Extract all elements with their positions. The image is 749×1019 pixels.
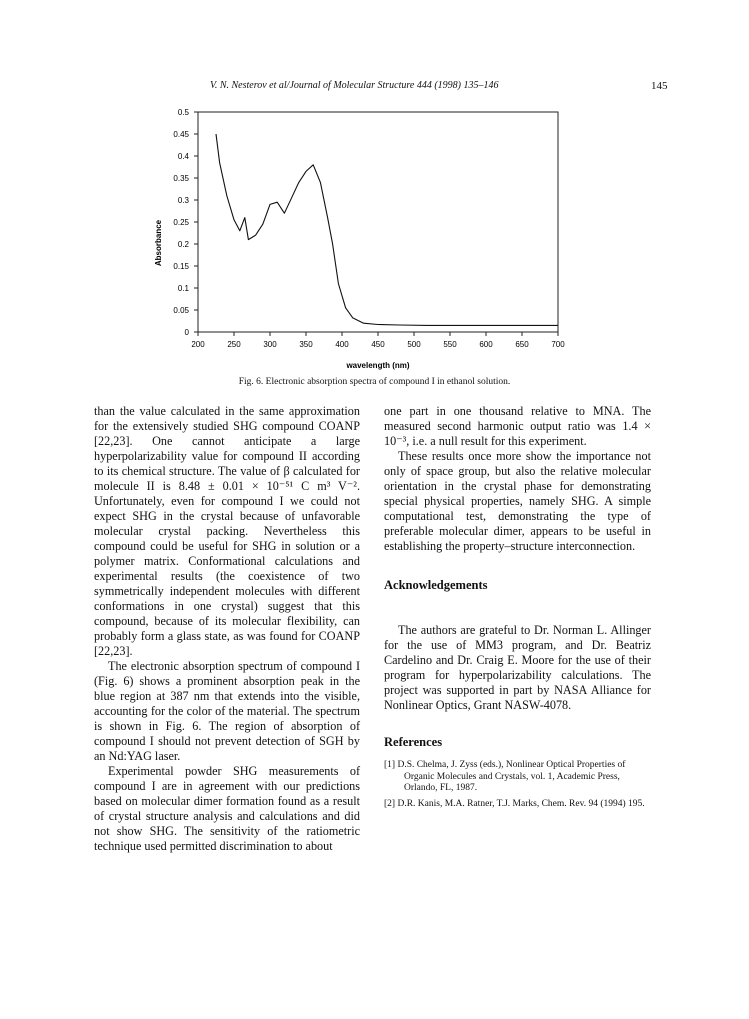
plot-frame [198, 112, 558, 332]
x-tick-label: 700 [551, 340, 565, 349]
y-tick-label: 0.3 [177, 196, 189, 205]
left-column [94, 404, 360, 854]
y-tick-label: 0.2 [177, 240, 189, 249]
x-axis-ticks [191, 332, 565, 349]
acknowledgements-heading: Acknowledgements [384, 578, 488, 592]
x-tick-label: 500 [407, 340, 421, 349]
x-tick-label: 400 [335, 340, 349, 349]
running-head: V. N. Nesterov et al/Journal of Molecular Structure 444 (1998) 135–146 [210, 80, 499, 91]
acknowledgements-text: The authors are grateful to Dr. Norman L. Allinger for the use of MM3 program, and Dr. Beatriz Cardelino and Dr. Craig E. Moore for the use of their program for hyperpolarizability calculations. The project was supported in part by NASA Alliance for Nonlinear Optics, Grant NASW-4078. [384, 623, 651, 712]
y-tick-label: 0.45 [173, 130, 189, 139]
x-tick-label: 350 [299, 340, 313, 349]
body-paragraph: one part in one thousand relative to MNA. The measured second harmonic output ratio was 1.4 × 10⁻³, i.e. a null result for this experiment. [384, 404, 651, 448]
references-list [384, 760, 651, 810]
y-axis-ticks [173, 108, 198, 337]
y-tick-label: 0.1 [177, 284, 189, 293]
body-paragraph: The electronic absorption spectrum of compound I (Fig. 6) shows a prominent absorption peak in the blue region at 387 nm that extends into the visible, accounting for the color of the material. The spectrum is shown in Fig. 6. The region of absorption of compound I should not prevent detection of SGH by an Nd:YAG laser. [94, 659, 360, 763]
plot-area [198, 112, 558, 332]
y-tick-label: 0.5 [177, 108, 189, 117]
x-tick-label: 450 [371, 340, 385, 349]
y-tick-label: 0.05 [173, 306, 189, 315]
y-axis-label: Absorbance [154, 219, 163, 267]
page-number: 145 [651, 80, 668, 92]
absorption-chart [140, 104, 580, 376]
x-tick-label: 550 [443, 340, 457, 349]
body-paragraph: Experimental powder SHG measurements of compound I are in agreement with our predictions based on molecular dimer formation found as a result of crystal structure analysis and calculations and did not show SHG. The sensitivity of the ratiometric technique used permitted discrimination to about [94, 764, 360, 853]
y-tick-label: 0.25 [173, 218, 189, 227]
figure-caption: Fig. 6. Electronic absorption spectra of compound I in ethanol solution. [238, 377, 511, 387]
body-paragraph: These results once more show the importance not only of space group, but also the relative molecular orientation in the crystal phase for demonstrating special physical properties, namely SHG. A simple computational test, demonstrating the type of preferable molecular dimer, appears to be useful in establishing the property–structure interconnection. [384, 449, 651, 553]
x-axis-label: wavelength (nm) [346, 361, 410, 370]
x-tick-label: 300 [263, 340, 277, 349]
y-tick-label: 0 [184, 328, 189, 337]
references-heading: References [384, 735, 443, 749]
absorbance-series-line [216, 134, 558, 325]
reference-item: [2] D.R. Kanis, M.A. Ratner, T.J. Marks, Chem. Rev. 94 (1994) 195. [384, 798, 645, 809]
x-tick-label: 250 [227, 340, 241, 349]
reference-item: [1] D.S. Chelma, J. Zyss (eds.), Nonlinear Optical Properties of Organic Molecules and Crystals, vol. 1, Academic Press, Orlando, FL, 1987. [384, 760, 626, 793]
x-tick-label: 200 [191, 340, 205, 349]
y-tick-label: 0.4 [177, 152, 189, 161]
body-paragraph: than the value calculated in the same approximation for the extensively studied SHG compound COANP [22,23]. One cannot anticipate a large hyperpolarizability value for compound II according to its chemical structure. The value of β calculated for molecule II is 8.48 ± 0.01 × 10⁻⁵¹ C m³ V⁻². Unfortunately, even for compound I we could not expect SHG in the crystal because of unfavorable molecular crystal packing. Nevertheless this compound could be useful for SHG in solution or a polymer matrix. Conformational calculations and experimental results (the coexistence of two symmetrically independent molecules with different conformations in one crystal) suggest that this compound, because of its molecular flexibility, can probably form a glass state, as was found for COANP [22,23]. [94, 404, 360, 658]
x-tick-label: 600 [479, 340, 493, 349]
y-tick-label: 0.15 [173, 262, 189, 271]
y-tick-label: 0.35 [173, 174, 189, 183]
right-column [384, 404, 651, 814]
x-tick-label: 650 [515, 340, 529, 349]
